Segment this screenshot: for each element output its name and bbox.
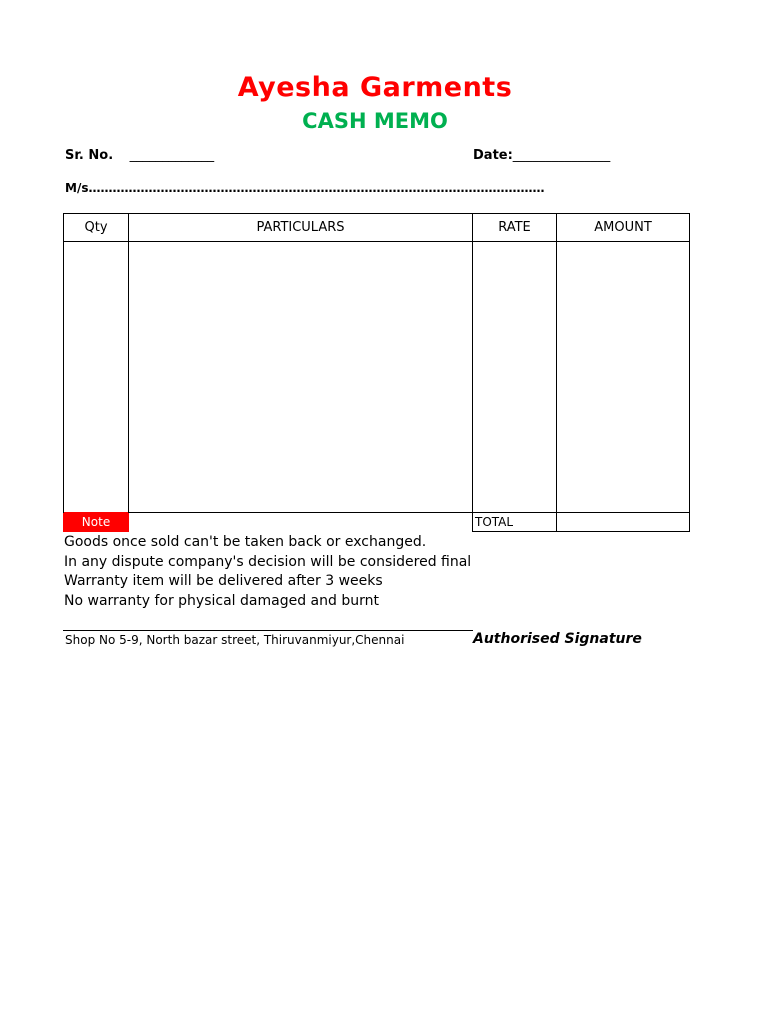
document-title: CASH MEMO: [302, 109, 448, 133]
column-header-particulars: PARTICULARS: [129, 214, 473, 242]
sr-no-label: Sr. No.: [65, 148, 114, 163]
terms-item: Goods once sold can't be taken back or exchanged.: [64, 534, 427, 550]
terms-item: In any dispute company's decision will be considered final: [64, 553, 472, 570]
qty-cell[interactable]: [64, 242, 129, 513]
sr-no-field: [65, 148, 214, 163]
table-body-row: [64, 242, 690, 513]
particulars-cell[interactable]: [129, 242, 473, 513]
table-header-row: [64, 214, 690, 242]
column-header-amount: AMOUNT: [557, 214, 690, 242]
date-label: Date:: [473, 148, 513, 163]
total-label: TOTAL: [473, 513, 557, 532]
total-amount-cell[interactable]: [557, 513, 690, 532]
company-name: Ayesha Garments: [237, 72, 513, 103]
terms-item: Warranty item will be delivered after 3 weeks: [64, 573, 383, 589]
note-badge: Note: [64, 513, 129, 532]
terms-item: No warranty for physical damaged and burnt: [64, 592, 379, 609]
terms-list: [64, 533, 471, 611]
date-field: [473, 148, 610, 163]
customer-name-line: M/s……………………………………………………………………………………………………: [65, 181, 545, 195]
amount-cell[interactable]: [557, 242, 690, 513]
column-header-qty: Qty: [64, 214, 129, 242]
shop-address: Shop No 5-9, North bazar street, Thiruvanmiyur,Chennai: [65, 633, 405, 647]
rate-cell[interactable]: [473, 242, 557, 513]
column-header-rate: RATE: [473, 214, 557, 242]
date-blank: _______________: [512, 148, 611, 163]
total-spacer: [129, 513, 473, 532]
footer-divider: [63, 630, 473, 631]
total-row: [64, 513, 690, 532]
authorised-signature: Authorised Signature: [473, 631, 642, 647]
items-table: [63, 213, 690, 532]
sr-no-blank: _____________: [129, 148, 215, 163]
